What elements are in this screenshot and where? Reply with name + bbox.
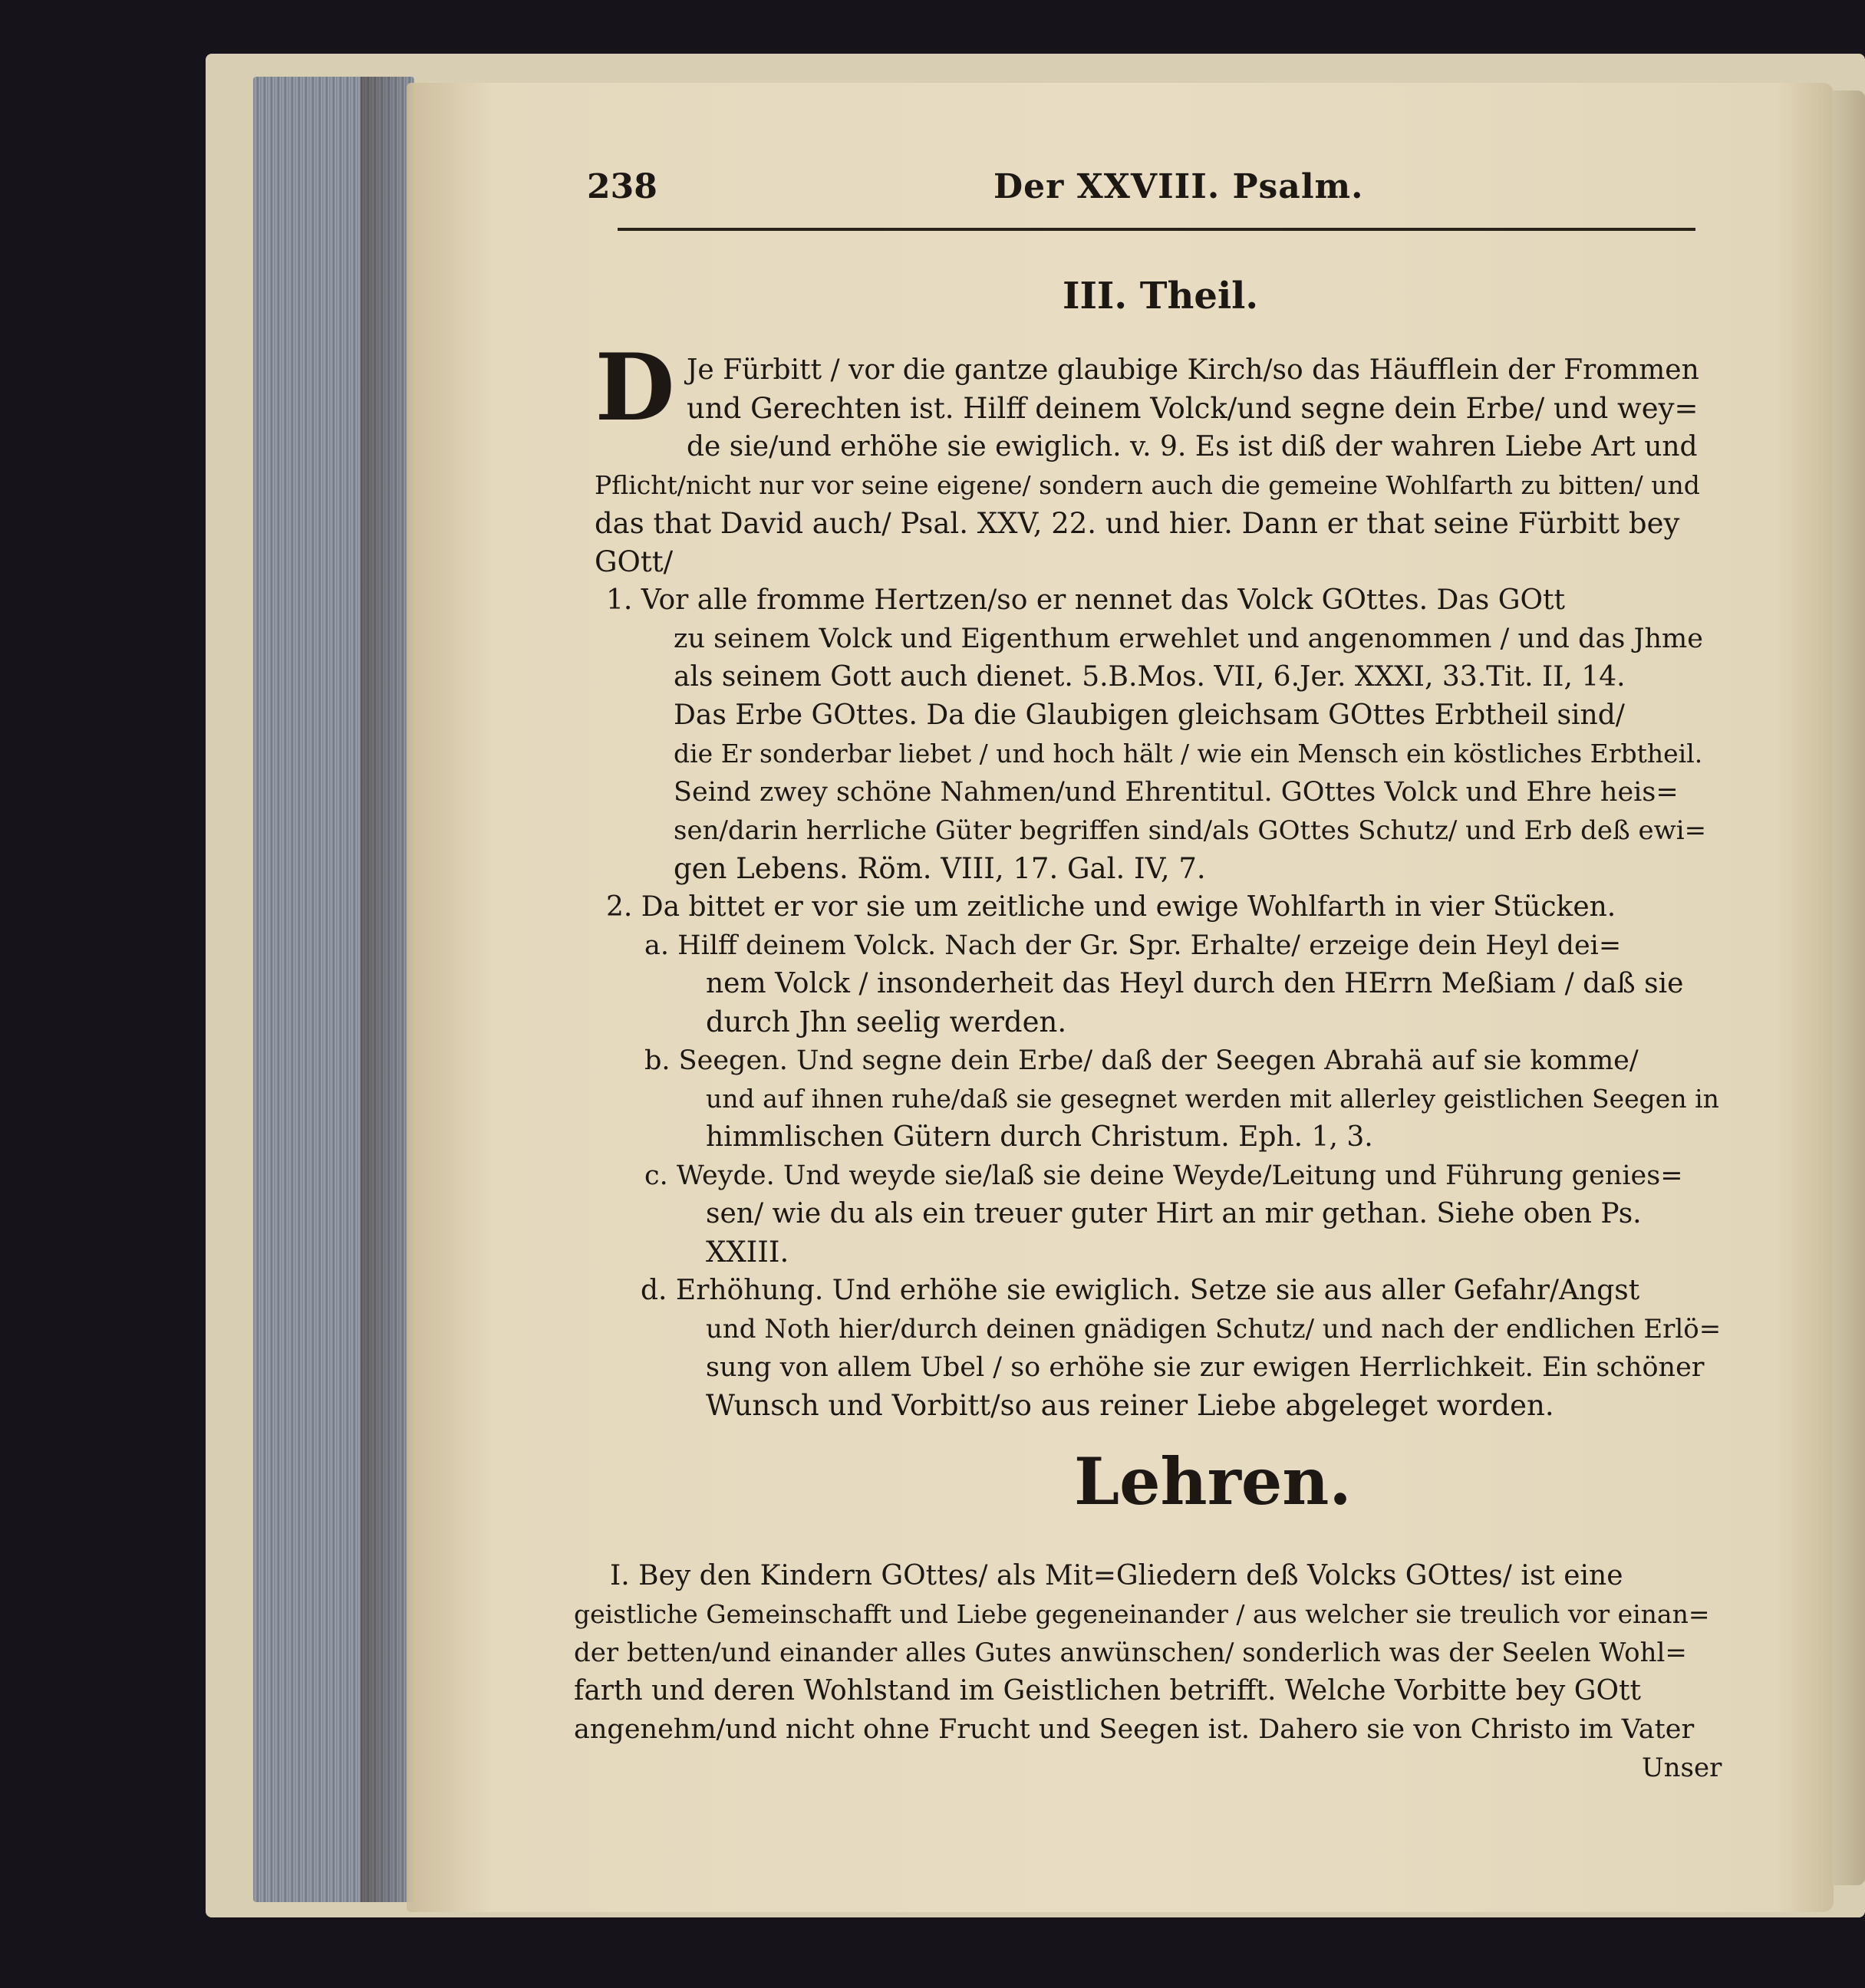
body-line: Pflicht/nicht nur vor seine eigene/ sondern auch die gemeine Wohlfarth zu bitten/ und xyxy=(595,470,1700,500)
body-line: sen/ wie du als ein treuer guter Hirt an mir gethan. Siehe oben Ps. xyxy=(706,1198,1642,1229)
catchword: Unser xyxy=(1642,1753,1722,1783)
body-line: und Noth hier/durch deinen gnädigen Schutz/ und nach der endlichen Erlö= xyxy=(706,1314,1722,1345)
body-line: Wunsch und Vorbitt/so aus reiner Liebe abgeleget worden. xyxy=(706,1389,1554,1422)
body-line: und Gerechten ist. Hilff deinem Volck/und segne dein Erbe/ und wey= xyxy=(687,392,1699,425)
body-line: XXIII. xyxy=(706,1236,789,1269)
body-line: die Er sonderbar liebet / und hoch hält / wie ein Mensch ein köstliches Erbtheil. xyxy=(674,739,1703,769)
body-line: und auf ihnen ruhe/daß sie gesegnet werden mit allerley geistlichen Seegen in xyxy=(706,1084,1719,1114)
body-line: Das Erbe GOttes. Da die Glaubigen gleichsam GOttes Erbtheil sind/ xyxy=(674,699,1625,731)
lehren-line: geistliche Gemeinschafft und Liebe gegeneinander / aus welcher sie treulich vor einan= xyxy=(574,1599,1710,1629)
body-line: Seind zwey schöne Nahmen/und Ehrentitul. GOttes Volck und Ehre heis= xyxy=(674,777,1679,808)
body-line: als seinem Gott auch dienet. 5.B.Mos. VII, 6.Jer. XXXI, 33.Tit. II, 14. xyxy=(674,661,1626,693)
body-line: 2. Da bittet er vor sie um zeitliche und ewige Wohlfarth in vier Stücken. xyxy=(606,891,1616,923)
body-line: gen Lebens. Röm. VIII, 17. Gal. IV, 7. xyxy=(674,852,1206,885)
body-line: d. Erhöhung. Und erhöhe sie ewiglich. Setze sie aus aller Gefahr/Angst xyxy=(641,1275,1640,1306)
lehren-line: angenehm/und nicht ohne Frucht und Seegen ist. Dahero sie von Christo im Vater xyxy=(574,1714,1695,1745)
dropcap-initial: D xyxy=(595,334,675,442)
body-line: durch Jhn seelig werden. xyxy=(706,1006,1067,1038)
spine-shadow xyxy=(361,77,414,1902)
body-line: de sie/und erhöhe sie ewiglich. v. 9. Es ist diß der wahren Liebe Art und xyxy=(687,431,1698,462)
header-rule xyxy=(618,228,1695,231)
body-line: a. Hilff deinem Volck. Nach der Gr. Spr. Erhalte/ erzeige dein Heyl dei= xyxy=(644,930,1622,961)
body-line: himmlischen Gütern durch Christum. Eph. 1, 3. xyxy=(706,1121,1373,1153)
body-line: b. Seegen. Und segne dein Erbe/ daß der Seegen Abrahä auf sie komme/ xyxy=(644,1045,1639,1076)
body-line: 1. Vor alle fromme Hertzen/so er nennet das Volck GOttes. Das GOtt xyxy=(606,584,1565,616)
section-title: III. Theil. xyxy=(1063,275,1259,318)
body-line: nem Volck / insonderheit das Heyl durch den HErrn Meßiam / daß sie xyxy=(706,968,1684,999)
lehren-line: farth und deren Wohlstand im Geistlichen betrifft. Welche Vorbitte bey GOtt xyxy=(574,1675,1641,1707)
running-head: Der XXVIII. Psalm. xyxy=(993,167,1364,206)
lehren-line: I. Bey den Kindern GOttes/ als Mit=Gliedern deß Volcks GOttes/ ist eine xyxy=(610,1560,1623,1591)
body-line: sen/darin herrliche Güter begriffen sind/als GOttes Schutz/ und Erb deß ewi= xyxy=(674,815,1707,846)
body-line: Je Fürbitt / vor die gantze glaubige Kirch/so das Häufflein der Frommen xyxy=(687,354,1699,386)
body-line: GOtt/ xyxy=(595,545,674,578)
lehren-heading: Lehren. xyxy=(1074,1443,1352,1519)
body-line: sung von allem Ubel / so erhöhe sie zur ewigen Herrlichkeit. Ein schöner xyxy=(706,1352,1705,1383)
body-line: c. Weyde. Und weyde sie/laß sie deine Weyde/Leitung und Führung genies= xyxy=(644,1160,1683,1191)
body-line: zu seinem Volck und Eigenthum erwehlet und angenommen / und das Jhme xyxy=(674,624,1703,654)
body-line: das that David auch/ Psal. XXV, 22. und hier. Dann er that seine Fürbitt bey xyxy=(595,507,1680,540)
page-number: 238 xyxy=(587,167,657,206)
lehren-line: der betten/und einander alles Gutes anwünschen/ sonderlich was der Seelen Wohl= xyxy=(574,1637,1687,1668)
facing-page-edge xyxy=(1832,91,1865,1885)
